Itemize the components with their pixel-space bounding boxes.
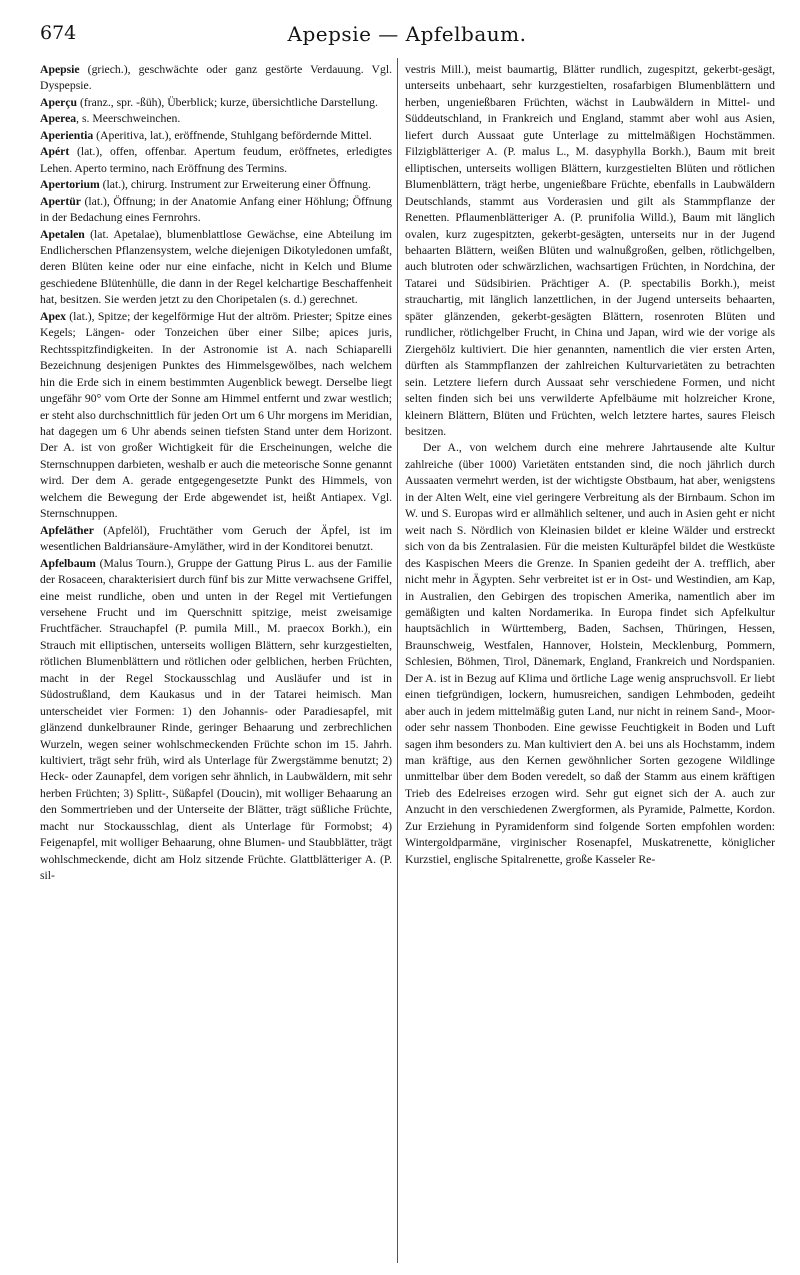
- paragraph: Der A., von welchem durch eine mehrere Jahrtausende alte Kultur zahlreiche (über 1000) Varietäten entstanden sind, die noch jährlich durch Aussaaten vermehrt werden, ist der wichtigste Obstbaum, hat aber, wenigstens in der Alten Welt, eine viel geringere Verbreitung als der Birnbaum. Schon im W. und S. Europas wird er allmählich seltener, und auch in Asien geht er nicht weit nach S. Nördlich von Kleinasien bildet er kleine Wälder und erstreckt sich von da bis Zentralasien. Für die meisten Kulturäpfel bildet die Westküste des Kaspischen Meers die Grenze. In Spanien gedeiht der A. trefflich, aber nicht mehr in Ägypten. Sehr verbreitet ist er in Ost- und Westindien, am Kap, in Australien, den Gebirgen des tropischen Amerika, namentlich aber im gemäßigten und kalten Nordamerika. In Europa findet sich Apfelkultur hauptsächlich in Württemberg, Baden, Sachsen, Thüringen, Hessen, Braunschweig, Westfalen, Hannover, Holstein, Mecklenburg, Pommern, Schlesien, Böhmen, Tirol, Dänemark, England, Frankreich und Nordspanien. Der A. ist in Bezug auf Klima und örtliche Lage wenig anspruchsvoll. Er liebt einen tiefgründigen, lockern, humusreichen, sandigen Lehmboden, gedeiht aber auch in jedem mittelmäßig guten Land, nur nicht in reinem Sand-, Moor- oder sehr nassem Thonboden. Eine gewisse Feuchtigkeit in Boden und Luft sagen ihm besonders zu. Man kultiviert den A. bei uns als Hochstamm, indem man kräftige, aus den Kernen gewöhnlicher Sorten gezogene Wildlinge unmittelbar über dem Boden veredelt, so daß der Stamm aus einem kräftigen Trieb des Edelreises erzogen wird. Sehr gut eignet sich der A. auch zur Anzucht in den verschiedenen Zwergformen, als Pyramide, Palmette, Kordon. Zur Erziehung in Pyramidenform sind folgende Sorten empfohlen worden: Wintergoldparmäne, virginischer Rosenapfel, Muskatrenette, königlicher Kurzstiel, englische Spitalrenette, große Kasseler Re-: [405, 441, 775, 866]
- entry-text: (lat. Apetalae), blumenblattlose Gewächse, eine Abteilung im Endlicherschen Pflanzensystem, welche diejenigen Dikotyledonen umfaßt, deren Blüten keine oder nur eine einfache, nicht in Kelch und Blume geschiedene Blütenhülle, die dann in der Regel kelchartige Beschaffenheit hat, besitzen. Sie werden jetzt zu den Choripetalen (s. d.) gerechnet.: [40, 227, 392, 307]
- entry-text: (Malus Tourn.), Gruppe der Gattung Pirus L. aus der Familie der Rosaceen, charakterisiert durch fünf bis zur Mitte verwachsene Griffel, eine meist rundliche, oben und unten in der Regel mit Vertiefungen versehene Frucht und im Querschnitt spitzige, meist zweisamige Fruchtfächer. Strauchapfel (P. pumila Mill., M. praecox Borkh.), ein Strauch mit elliptischen, unterseits wolligen Blättern, sehr kurzgestielten, rötlichen Blumenblättern und rötlichen oder gelblichen, herben Früchten, macht in der Regel Stockausschlag und Ausläufer und ist in Südostrußland, dem Kaukasus und in der Tatarei heimisch. Man unterscheidet vier Formen: 1) den Johannis- oder Paradiesapfel, mit glänzend dunkelbrauner Rinde, geringer Behaarung und zerbrechlichen Wurzeln, wegen seiner wohlschmeckenden Früchte schon im 15. Jahrh. kultiviert, trägt sehr früh, wird als Unterlage für Zwergstämme benutzt; 2) Heck- oder Zaunapfel, dem vorigen sehr ähnlich, in Laubwäldern, mit sehr herben Früchten; 3) Splitt-, Süßapfel (Doucin), mit wolliger Behaarung an den Sommertrieben und der Unterseite der Blätter, trägt süßliche Früchte, macht nur Stockausschlag, dient als Unterlage für Formobst; 4) Feigenapfel, mit wolliger Behaarung, ohne Blumen- und Staubblätter, trägt wohlschmeckende, dicht am Holz sitzende Früchte. Glattblätteriger A. (P. sil-: [40, 556, 392, 883]
- headword: Apért: [40, 145, 70, 159]
- entry-text: (lat.), offen, offenbar. Apertum feudum, eröffnetes, erledigtes Lehen. Aperto termino, nach Eröffnung des Termins.: [40, 145, 392, 175]
- entry-aperientia: [40, 128, 392, 144]
- entry-text: (lat.), chirurg. Instrument zur Erweiterung einer Öffnung.: [99, 178, 371, 192]
- entry-text: (lat.), Öffnung; in der Anatomie Anfang einer Höhlung; Öffnung in der Bedachung eines Fernrohrs.: [40, 194, 392, 225]
- entry-apertorium: [40, 177, 392, 193]
- entry-text: (lat.), Spitze; der kegelförmige Hut der altröm. Priester; Spitze eines Kegels; Längen- oder Tonzeichen über einer Silbe; apices juris, Rechtsspitzfindigkeiten. In der Astronomie ist A. nach Schiaparelli Bezeichnung desjenigen Punktes des Himmelsgewölbes, nach welchem hin die Erde sich in einem bestimmten Augenblick bewegt. Derselbe liegt ungefähr 90° vom Orte der Sonne am Himmel entfernt und zwar westlich; er steht also durchschnittlich für jeden Ort um 6 Uhr morgens im Meridian, hat dagegen um 6 Uhr abends seinen tiefsten Stand unter dem Horizont. Der A. ist von großer Wichtigkeit für die Erscheinungen, welche die Sternschnuppen darbieten, weshalb er auch die meteorische Sonne genannt wird. Der dem A. gerade entgegengesetzte Punkt des Himmels, von welchem die Bewegung der Erde abgewendet ist, heißt Antiapex. Vgl. Sternschnuppen.: [40, 309, 392, 521]
- headword: Apertür: [40, 194, 81, 208]
- page-header: [40, 22, 774, 50]
- headword: Apex: [40, 309, 66, 323]
- entry-apfelbaum: [40, 556, 392, 885]
- entry-text: (Aperitiva, lat.), eröffnende, Stuhlgang befördernde Mittel.: [93, 128, 372, 142]
- headword: Aperientia: [40, 128, 94, 142]
- entry-text: (griech.), geschwächte oder ganz gestörte Verdauung. Vgl. Dyspepsie.: [40, 63, 392, 93]
- entry-apercu: [40, 95, 392, 111]
- entry-apfelaether: [40, 523, 392, 556]
- entry-continuation: vestris Mill.), meist baumartig, Blätter rundlich, zugespitzt, gekerbt-gesägt, unterseits unbehaart, sehr kurzgestielten, rosafarbigen Blumenblättern und herben, ungenießbaren Früchten, wächst in Laubwäldern in Mittel- und Süddeutschland, in Frankreich und England, stammt aber wohl aus Asien, liefert durch Aussaat gute Unterlage zu mittelmäßigen Hochstämmen. Filzigblätteriger A. (P. malus L., M. dasyphylla Borkh.), Baum mit breit elliptischen, unterseits wolligen Blättern, kurzgestielten Blüten und rötlichen Blumenblättern, trägt herbe, ungenießbare Früchte, ebenfalls in Laubwäldern Deutschlands, stammt aus Vorderasien und gilt als Stammpflanze der Renetten. Pflaumenblätteriger A. (P. prunifolia Willd.), Baum mit länglich ovalen, kurz zugespitzten, gekerbt-gesägten, unterseits nur in der Jugend behaarten Blättern, weißen Blüten und walnußgroßen, gelben, rötlichgelben, auch blutroten oder schwärzlichen, wachsartigen Früchten, in Nordchina, der Tatarei und Südsibirien. Prächtiger A. (P. spectabilis Borkh.), meist strauchartig, mit länglich lanzettlichen, in der Jugend unterseits behaarten, später glänzenden, gekerbt-gesägten Blättern, rosenroten Blüten und rundlicher, rötlichgelber Frucht, in China und Japan, wird wie der vorige als Ziergehölz kultiviert. Die hier genannten, namentlich die vier ersten Arten, dürften als Stammpflanzen der zahlreichen Kulturvarietäten zu betrachten sein. Letztere liefern durch Aussaat sehr verschiedene Formen, und nicht selten finden sich bei uns verwilderte Apfelbäume mit holzreicher Krone, kleinern Blättern, Blüten und Früchten, welch letztere hartes, saures Fleisch besitzen.: [405, 63, 775, 438]
- headword: Apfeläther: [40, 523, 94, 537]
- entry-text: (franz., spr. -ßüh), Überblick; kurze, übersichtliche Darstellung.: [77, 95, 378, 109]
- running-title: Apepsie — Apfelbaum.: [287, 22, 527, 46]
- headword: Apfelbaum: [40, 556, 96, 570]
- headword: Apepsie: [40, 63, 80, 76]
- entry-text: , s. Meerschweinchen.: [76, 112, 181, 126]
- page-number: 674: [40, 22, 77, 44]
- right-column: [405, 62, 775, 868]
- entry-apert: [40, 144, 392, 177]
- headword: Apetalen: [40, 227, 85, 241]
- entry-aperea: [40, 111, 392, 127]
- headword: Aperea: [40, 112, 77, 126]
- column-divider: [397, 58, 398, 1263]
- left-column: [40, 62, 392, 885]
- headword: Apertorium: [40, 178, 100, 192]
- entry-apertur: [40, 194, 392, 227]
- headword: Aperçu: [40, 95, 78, 109]
- entry-apetalen: [40, 227, 392, 309]
- entry-apex: [40, 309, 392, 523]
- entry-apepsie: [40, 62, 392, 95]
- entry-text: (Apfelöl), Fruchtäther vom Geruch der Äpfel, ist im wesentlichen Baldriansäure-Amyläther, wird in der Konditorei benutzt.: [40, 523, 392, 554]
